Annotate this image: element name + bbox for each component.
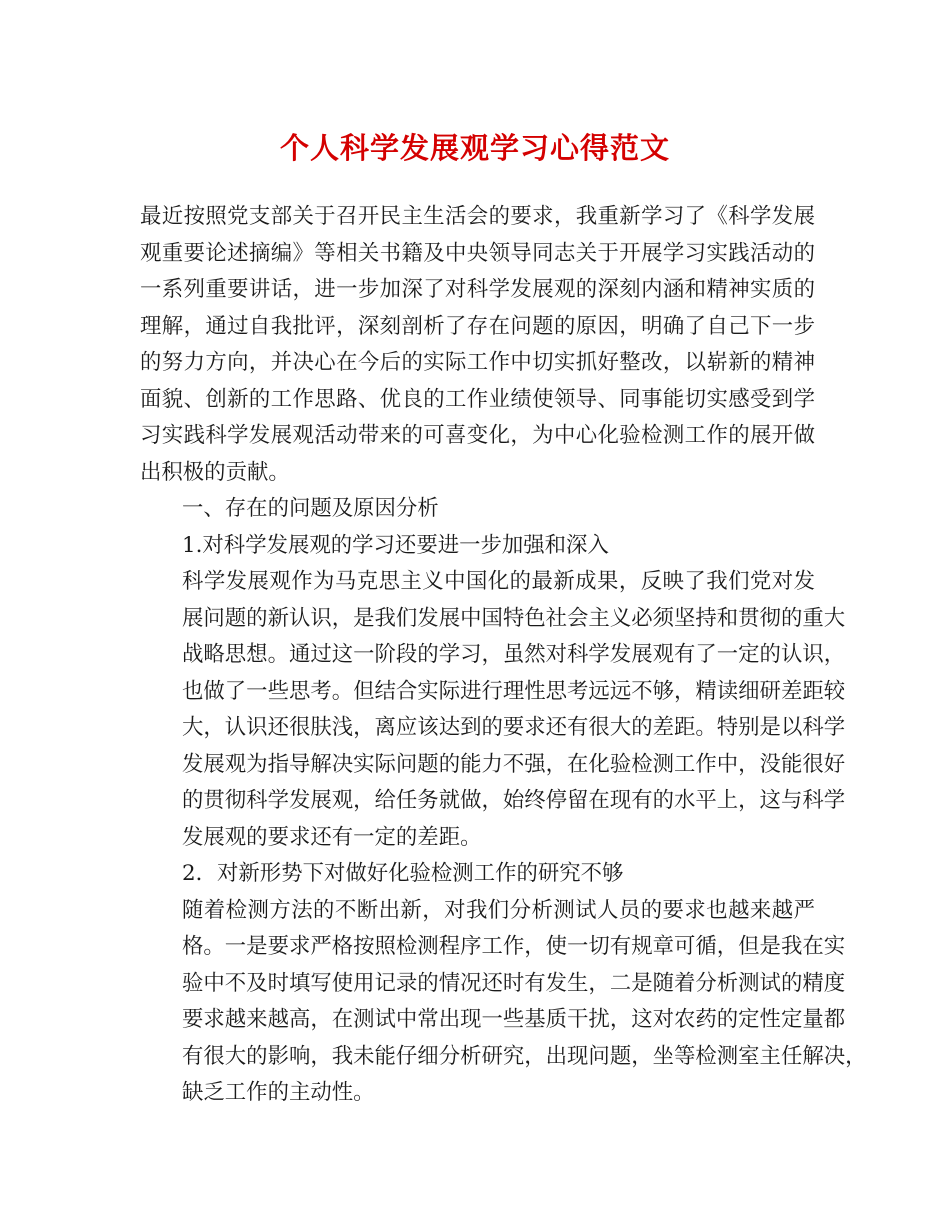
section-heading	[140, 491, 815, 528]
paragraph-body	[140, 893, 867, 1112]
text-line: 1.对科学发展观的学习还要进一步加强和深入	[182, 532, 609, 558]
text-line: 最近按照党支部关于召开民主生活会的要求，我重新学习了《科学发展	[140, 204, 815, 229]
text-line: 一系列重要讲话，进一步加深了对科学发展观的深刻内涵和精神实质的	[140, 277, 815, 302]
text-line: 也做了一些思考。但结合实际进行理性思考远远不够，精读细研差距较	[182, 678, 846, 704]
document-title: 个人科学发展观学习心得范文	[279, 131, 670, 165]
text-line: 科学发展观作为马克思主义中国化的最新成果，反映了我们党对发	[182, 569, 815, 594]
text-line: 随着检测方法的不断出新，对我们分析测试人员的要求也越来越严	[182, 897, 815, 923]
text-line: 要求越来越高，在测试中常出现一些基质干扰，这对农药的定性定量都	[182, 1007, 846, 1032]
text-line: 习实践科学发展观活动带来的可喜变化，为中心化验检测工作的展开做	[140, 423, 815, 448]
text-line: 战略思想。通过这一阶段的学习，虽然对科学发展观有了一定的认识，	[182, 642, 846, 667]
text-line: 观重要论述摘编》等相关书籍及中央领导同志关于开展学习实践活动的	[140, 240, 815, 266]
subsection-heading	[140, 528, 815, 565]
paragraph-intro	[140, 199, 815, 491]
text-line: 理解，通过自我批评，深刻剖析了存在问题的原因，明确了自己下一步	[140, 313, 815, 339]
subsection-heading	[140, 856, 815, 893]
text-line: 展问题的新认识，是我们发展中国特色社会主义必须坚持和贯彻的重大	[182, 605, 846, 631]
text-line: 有很大的影响，我未能仔细分析研究，出现问题，坐等检测室主任解决，	[182, 1043, 867, 1069]
text-line: 验中不及时填写使用记录的情况还时有发生，二是随着分析测试的精度	[182, 970, 846, 996]
document-body	[140, 199, 867, 1112]
text-line: 发展观为指导解决实际问题的能力不强，在化验检测工作中，没能很好	[182, 751, 846, 777]
text-line: 2．对新形势下对做好化验检测工作的研究不够	[182, 861, 624, 886]
text-line: 格。一是要求严格按照检测程序工作，使一切有规章可循，但是我在实	[182, 934, 846, 959]
text-line: 大，认识还很肤浅，离应该达到的要求还有很大的差距。特别是以科学	[182, 715, 846, 740]
text-line: 的努力方向，并决心在今后的实际工作中切实抓好整改，以崭新的精神	[140, 350, 815, 375]
text-line: 发展观的要求还有一定的差距。	[182, 824, 482, 850]
text-line: 出积极的贡献。	[140, 459, 290, 485]
text-line: 面貌、创新的工作思路、优良的工作业绩使领导、同事能切实感受到学	[140, 386, 815, 412]
paragraph-body	[140, 564, 846, 856]
text-line: 缺乏工作的主动性。	[182, 1080, 375, 1105]
text-line: 一、存在的问题及原因分析	[182, 496, 439, 521]
text-line: 的贯彻科学发展观，给任务就做，始终停留在现有的水平上，这与科学	[182, 788, 846, 813]
